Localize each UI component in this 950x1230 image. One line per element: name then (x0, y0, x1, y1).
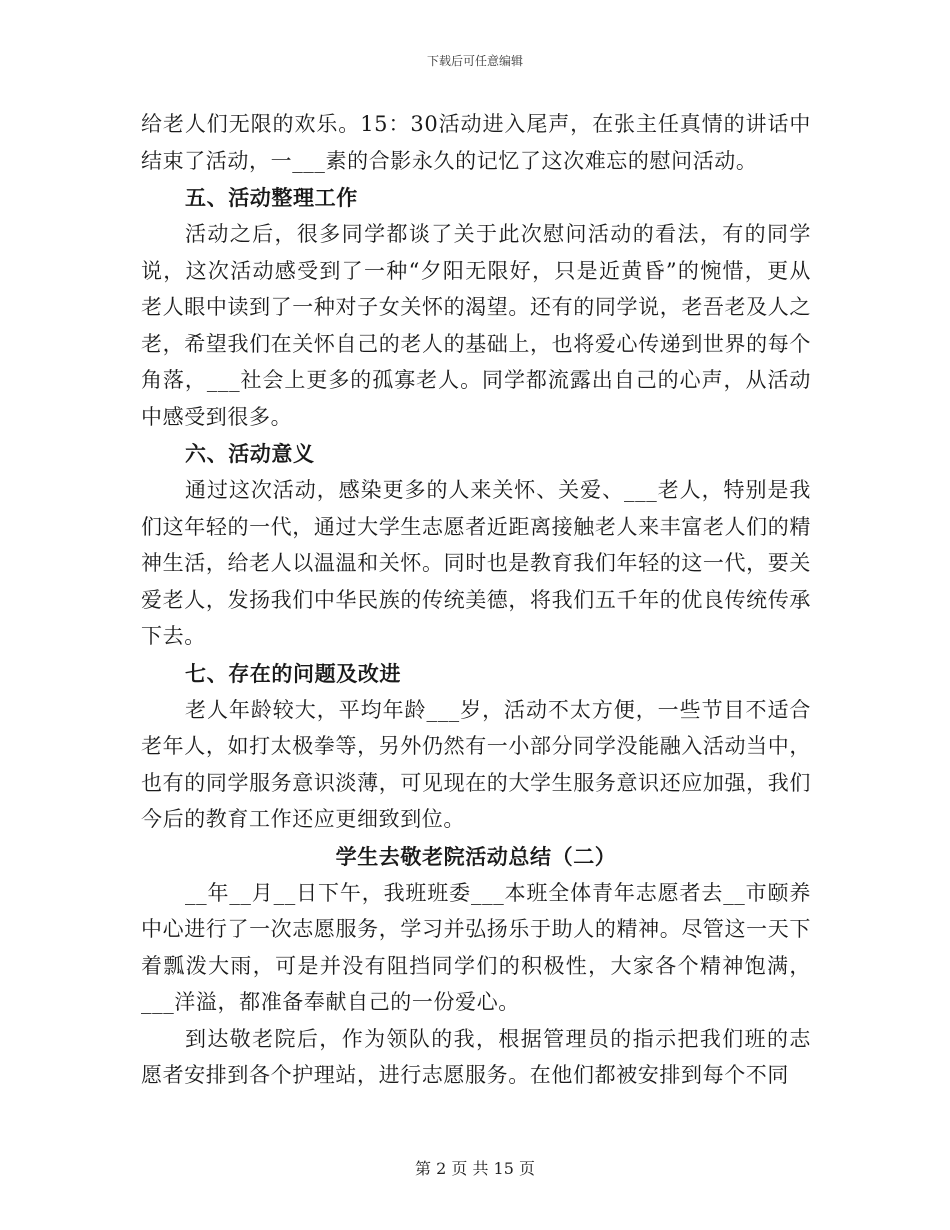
page-header-note: 下载后可任意编辑 (426, 54, 523, 68)
paragraph-5: __年__月__日下午，我班班委___本班全体青年志愿者去__市颐养中心进行了一次志愿服务，学习并弘扬乐于助人的精神。尽管这一天下着瓢泼大雨，可是并没有阻挡同学们的积极性，大家各个精神饱满，___洋溢，都准备奉献自己的一份爱心。 (141, 880, 811, 1014)
paragraph-3: 通过这次活动，感染更多的人来关怀、关爱、___老人，特别是我们这年轻的一代，通过大学生志愿者近距离接触老人来丰富老人们的精神生活，给老人以温温和关怀。同时也是教育我们年轻的这一代，要关爱老人，发扬我们中华民族的传统美德，将我们五千年的优良传统传承下去。 (141, 478, 811, 648)
section-heading-7: 七、存在的问题及改进 (185, 660, 401, 686)
paragraph-2: 活动之后，很多同学都谈了关于此次慰问活动的看法，有的同学说，这次活动感受到了一种“夕阳无限好，只是近黄昏”的惋惜，更从老人眼中读到了一种对子女关怀的渴望。还有的同学说，老吾老及人之老，希望我们在关怀自己的老人的基础上，也将爱心传递到世界的每个角落，___社会上更多的孤寡老人。同学都流露出自己的心声，从活动中感受到很多。 (141, 222, 811, 429)
paragraph-6: 到达敬老院后，作为领队的我，根据管理员的指示把我们班的志愿者安排到各个护理站，进行志愿服务。在他们都被安排到每个不同 (141, 1026, 811, 1087)
paragraph-4: 老人年龄较大，平均年龄___岁，活动不太方便，一些节目不适合老年人，如打太极拳等，另外仍然有一小部分同学没能融入活动当中，也有的同学服务意识淡薄，可见现在的大学生服务意识还应加强，我们今后的教育工作还应更细致到位。 (141, 697, 811, 831)
page-number-footer: 第 2 页 共 15 页 (415, 1159, 535, 1178)
section-heading-5: 五、活动整理工作 (185, 185, 358, 210)
section-heading-6: 六、活动意义 (185, 441, 315, 466)
document-title-2: 学生去敬老院活动总结（二） (335, 843, 617, 869)
document-body (141, 106, 811, 1094)
paragraph-1: 给老人们无限的欢乐。15：30活动进入尾声，在张主任真情的讲话中结束了活动，一___素的合影永久的记忆了这次难忘的慰问活动。 (141, 112, 811, 173)
